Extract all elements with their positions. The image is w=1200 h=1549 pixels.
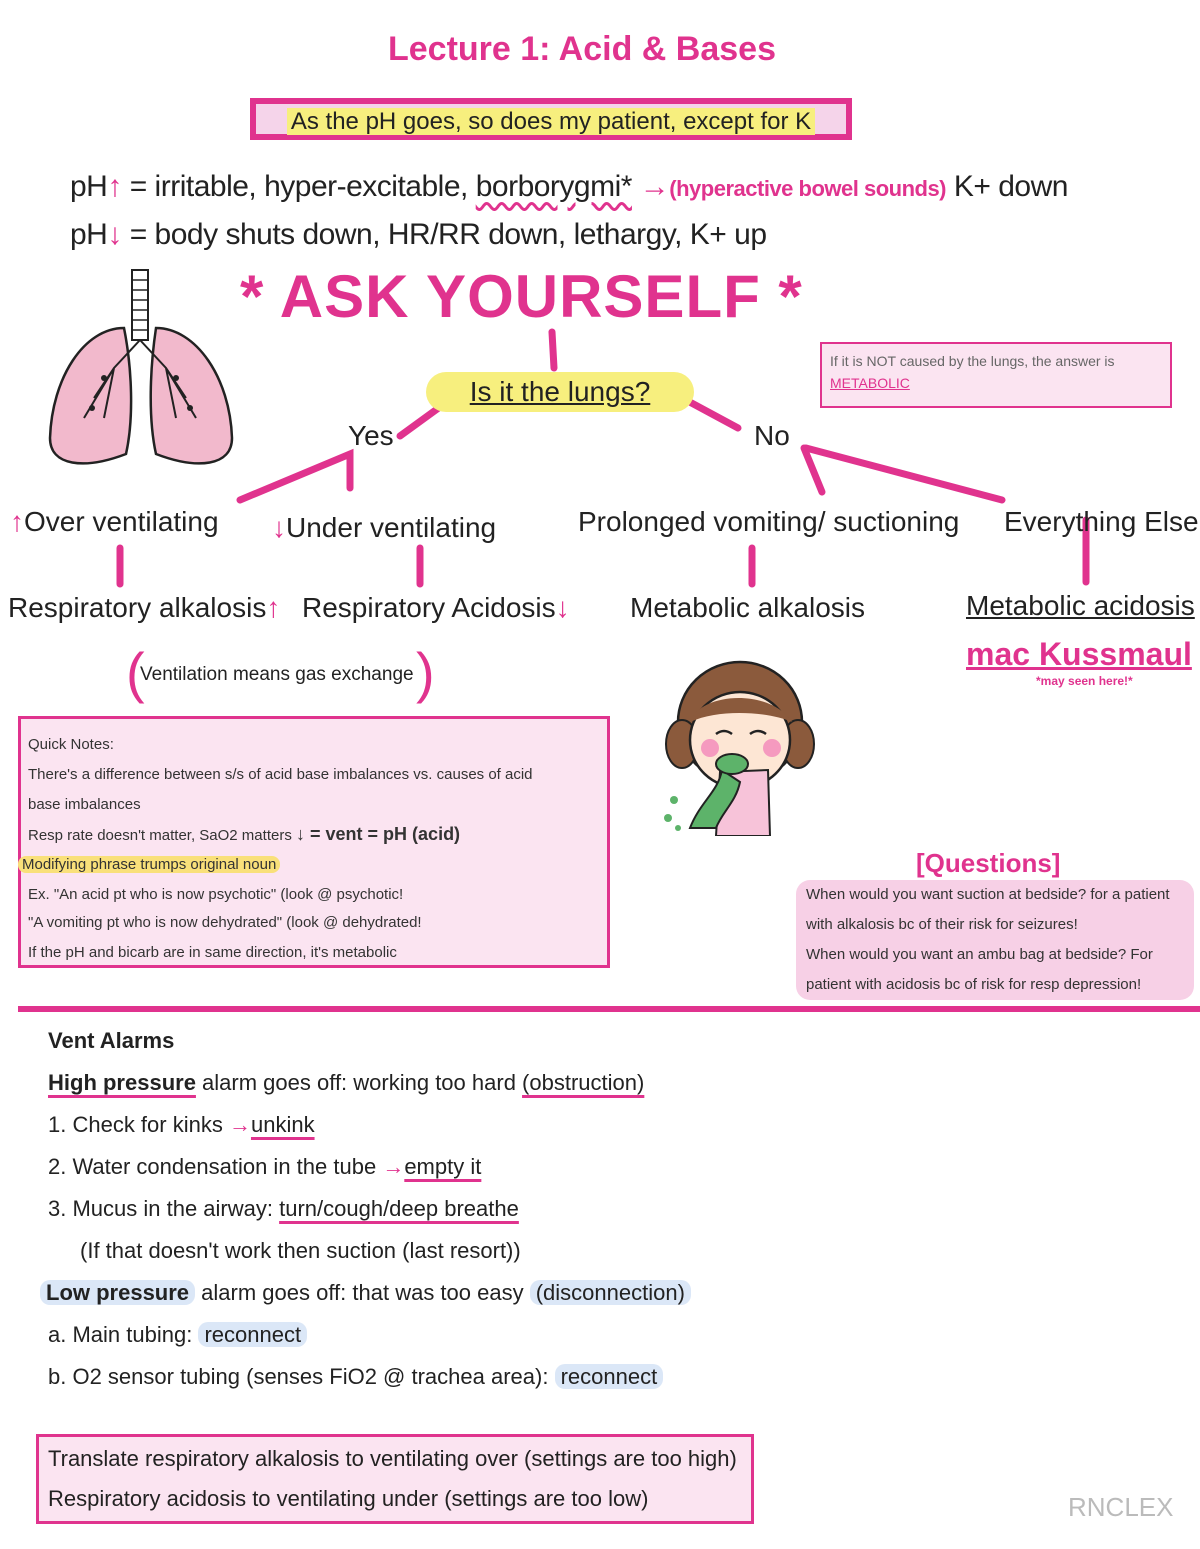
quick-notes-line: Resp rate doesn't matter, SaO2 matters ↓ = vent = pH (acid) xyxy=(28,824,461,844)
translate-line: Translate respiratory alkalosis to ventilating over (settings are too high) xyxy=(48,1446,737,1471)
high-pressure-line: High pressure alarm goes off: working too hard (obstruction) xyxy=(48,1070,645,1095)
vent-step: 1. Check for kinks →unkink xyxy=(48,1112,315,1137)
page-title: Lecture 1: Acid & Bases xyxy=(388,30,776,68)
arrow-down-icon: ↓ xyxy=(555,592,570,623)
quick-notes-line: Quick Notes: xyxy=(28,736,114,753)
low-step: b. O2 sensor tubing (senses FiO2 @ trachea area): reconnect xyxy=(48,1364,663,1390)
borborygmi-term: borborygmi* xyxy=(475,170,632,203)
arrow-down-icon: ↓ xyxy=(272,512,286,543)
arrow-up-icon: ↑ xyxy=(266,592,281,623)
metabolic-acidosis: Metabolic acidosis xyxy=(966,590,1195,621)
quick-notes-line: If the pH and bicarb are in same direction, it's metabolic xyxy=(28,944,397,961)
questions-title: [Questions] xyxy=(916,848,1061,878)
arrow-up-icon: ↑ xyxy=(10,506,24,537)
over-ventilating: ↑Over ventilating xyxy=(10,506,219,537)
quick-notes-line: Modifying phrase trumps original noun xyxy=(18,856,280,873)
vent-step: 2. Water condensation in the tube →empty it xyxy=(48,1154,482,1179)
ph-up-label: pH xyxy=(70,170,108,203)
section-divider xyxy=(18,1006,1200,1012)
ventilation-note: Ventilation means gas exchange xyxy=(140,664,414,685)
respiratory-acidosis: Respiratory Acidosis↓ xyxy=(302,592,570,623)
quick-notes-line: There's a difference between s/s of acid base imbalances vs. causes of acid xyxy=(28,766,533,783)
question-line: When would you want an ambu bag at bedside? For xyxy=(806,946,1153,963)
ph-down-label: pH xyxy=(70,218,108,251)
arrow-right-icon: → xyxy=(382,1154,405,1179)
mac-kussmaul: mac Kussmaul xyxy=(966,636,1192,672)
motto-text: As the pH goes, so does my patient, except for K xyxy=(256,108,846,136)
vomiting-girl-illustration-icon xyxy=(660,652,820,836)
under-ventilating: ↓Under ventilating xyxy=(272,512,497,543)
no-label: No xyxy=(754,420,790,451)
close-paren: ) xyxy=(416,641,435,704)
hyperactive-note: (hyperactive bowel sounds) xyxy=(669,176,947,201)
suction-note: (If that doesn't work then suction (last resort)) xyxy=(80,1238,521,1263)
respiratory-alkalosis: Respiratory alkalosis↑ xyxy=(8,592,281,623)
lungs-question-pill xyxy=(426,372,694,412)
ph-down-text: = body shuts down, HR/RR down, lethargy, K+ up xyxy=(129,218,767,251)
quick-notes-line: "A vomiting pt who is now dehydrated" (look @ dehydrated! xyxy=(28,914,422,931)
low-step: a. Main tubing: reconnect xyxy=(48,1322,307,1348)
arrow-up-icon: ↑ xyxy=(107,170,122,203)
question-line: with alkalosis bc of their risk for seizures! xyxy=(806,916,1078,933)
mac-kussmaul-note: *may seen here!* xyxy=(1036,674,1133,688)
arrow-down-icon: ↓ xyxy=(107,218,122,251)
translate-line: Respiratory acidosis to ventilating under (settings are too low) xyxy=(48,1486,649,1511)
ph-up-tail: K+ down xyxy=(953,170,1068,203)
low-pressure-line: Low pressure alarm goes off: that was too easy (disconnection) xyxy=(40,1280,691,1306)
yes-label: Yes xyxy=(348,420,394,451)
quick-notes-line: base imbalances xyxy=(28,796,141,813)
lungs-question-text: Is it the lungs? xyxy=(469,376,651,407)
signature: RNCLEX xyxy=(1068,1492,1174,1522)
metabolic-note-emphasis: METABOLIC xyxy=(830,375,910,391)
vent-alarms-heading: Vent Alarms xyxy=(48,1028,175,1053)
arrow-right-icon: → xyxy=(228,1112,251,1137)
question-line: When would you want suction at bedside? for a patient xyxy=(806,886,1170,903)
question-line: patient with acidosis bc of risk for resp depression! xyxy=(806,976,1142,993)
vent-step: 3. Mucus in the airway: turn/cough/deep breathe xyxy=(48,1196,519,1221)
metabolic-note-text: If it is NOT caused by the lungs, the answer is xyxy=(830,353,1115,369)
flowchart-connectors xyxy=(0,0,1200,640)
arrow-right-icon: → xyxy=(639,170,670,203)
ask-yourself-heading: * ASK YOURSELF * xyxy=(240,263,803,330)
everything-else: Everything Else xyxy=(1004,506,1199,537)
prolonged-vomiting: Prolonged vomiting/ suctioning xyxy=(578,506,960,537)
metabolic-note-box xyxy=(820,342,1172,408)
ph-up-text: = irritable, hyper-excitable, xyxy=(129,170,476,203)
open-paren: ( xyxy=(126,641,145,704)
quick-notes-line: Ex. "An acid pt who is now psychotic" (look @ psychotic! xyxy=(28,886,404,903)
metabolic-alkalosis: Metabolic alkalosis xyxy=(630,592,865,623)
